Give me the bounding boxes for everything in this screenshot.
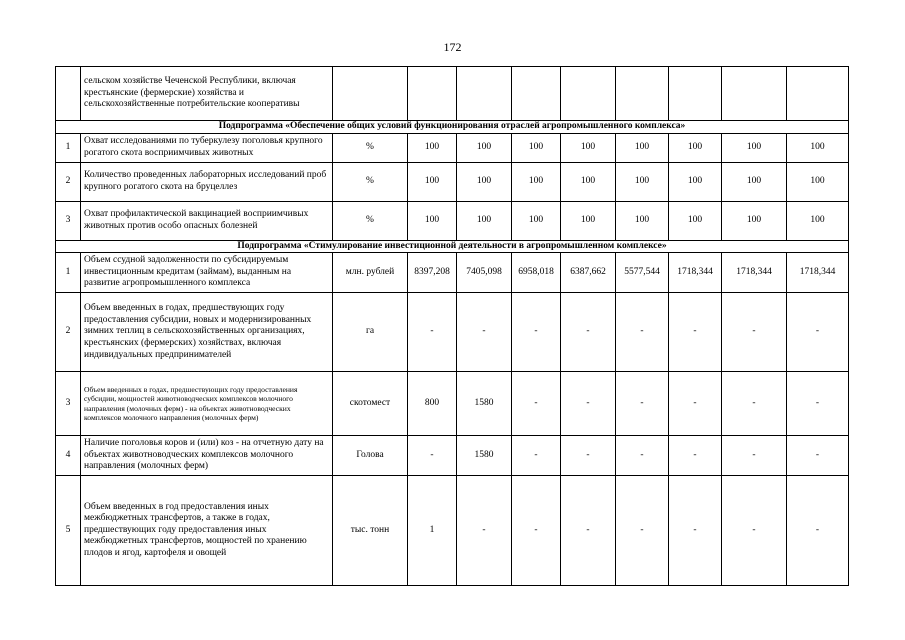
indicator-name: Количество проведенных лабораторных исследований проб крупного рогатого скота на бруцеллез (81, 162, 333, 201)
row-number: 3 (56, 372, 81, 436)
value-cell: - (722, 372, 787, 436)
value-cell: - (457, 476, 512, 586)
value-cell: 100 (787, 162, 849, 201)
unit-cell: скотомест (333, 372, 408, 436)
subprogram-header (56, 240, 849, 253)
indicator-name: сельском хозяйстве Чеченской Республики, включая крестьянские (фермерские) хозяйства и сельскохозяйственные потребительские кооперативы (81, 67, 333, 121)
value-cell: 100 (787, 201, 849, 240)
value-cell: - (561, 436, 616, 476)
value-cell: - (669, 293, 722, 372)
table-row (56, 476, 849, 586)
value-cell: 100 (457, 133, 512, 162)
value-cell: - (722, 436, 787, 476)
value-cell: 100 (512, 133, 561, 162)
row-number: 5 (56, 476, 81, 586)
value-cell: 100 (457, 201, 512, 240)
indicator-name: Объем введенных в годах, предшествующих году предоставления субсидии, мощностей животноводческих комплексов молочного направления (молочных ферм) - на объектах животноводческих комплексов молочного направления (молочных ферм) (81, 372, 333, 436)
value-cell: - (561, 476, 616, 586)
value-cell: - (616, 293, 669, 372)
value-cell: 100 (408, 133, 457, 162)
value-cell: 100 (561, 162, 616, 201)
table-row (56, 372, 849, 436)
value-cell: - (787, 293, 849, 372)
value-cell: 1718,344 (787, 253, 849, 293)
value-cell: 100 (722, 201, 787, 240)
indicator-name: Объем введенных в годах, предшествующих году предоставления субсидии, новых и модернизированных зимних теплиц в сельскохозяйственных организациях, крестьянских (фермерских) хозяйствах, включая индивидуальных предпринимателей (81, 293, 333, 372)
row-number: 1 (56, 133, 81, 162)
value-cell: - (512, 372, 561, 436)
row-number: 4 (56, 436, 81, 476)
indicator-name: Наличие поголовья коров и (или) коз - на отчетную дату на объектах животноводческих комплексов молочного направления (молочных ферм) (81, 436, 333, 476)
value-cell: 800 (408, 372, 457, 436)
table-row (56, 67, 849, 121)
value-cell: - (616, 372, 669, 436)
value-cell: 100 (722, 133, 787, 162)
value-cell: - (669, 372, 722, 436)
value-cell: 100 (561, 133, 616, 162)
value-cell: 7405,098 (457, 253, 512, 293)
value-cell: 1580 (457, 436, 512, 476)
value-cell: 100 (722, 162, 787, 201)
value-cell: - (669, 476, 722, 586)
page-number: 172 (443, 40, 462, 54)
row-number: 3 (56, 201, 81, 240)
value-cell: 1718,344 (669, 253, 722, 293)
value-cell: - (512, 476, 561, 586)
value-cell: 6958,018 (512, 253, 561, 293)
value-cell: - (787, 476, 849, 586)
value-cell: 100 (408, 201, 457, 240)
value-cell: 1718,344 (722, 253, 787, 293)
subprogram-header (56, 121, 849, 134)
row-number (56, 67, 81, 121)
subprogram-title: Подпрограмма «Стимулирование инвестиционной деятельности в агропромышленном комплексе» (56, 240, 849, 253)
table-row (56, 293, 849, 372)
value-cell: 100 (669, 162, 722, 201)
value-cell: 100 (561, 201, 616, 240)
value-cell: - (722, 476, 787, 586)
value-cell: 100 (512, 162, 561, 201)
subprogram-title: Подпрограмма «Обеспечение общих условий функционирования отраслей агропромышленного комплекса» (56, 121, 849, 134)
value-cell: - (561, 372, 616, 436)
indicator-name: Объем ссудной задолженности по субсидируемым инвестиционным кредитам (займам), выданным на развитие агропромышленного комплекса (81, 253, 333, 293)
row-number: 2 (56, 162, 81, 201)
value-cell: - (408, 436, 457, 476)
unit-cell: га (333, 293, 408, 372)
value-cell: 100 (616, 201, 669, 240)
table-row (56, 436, 849, 476)
value-cell: - (512, 293, 561, 372)
row-number: 1 (56, 253, 81, 293)
unit-cell: Голова (333, 436, 408, 476)
table-row (56, 201, 849, 240)
table-row (56, 162, 849, 201)
value-cell: 100 (616, 133, 669, 162)
value-cell: 100 (787, 133, 849, 162)
unit-cell: тыс. тонн (333, 476, 408, 586)
value-cell: 100 (457, 162, 512, 201)
indicator-name: Охват исследованиями по туберкулезу поголовья крупного рогатого скота восприимчивых животных (81, 133, 333, 162)
value-cell: - (561, 293, 616, 372)
value-cell: - (408, 293, 457, 372)
value-cell: 100 (616, 162, 669, 201)
unit-cell: % (333, 162, 408, 201)
row-number: 2 (56, 293, 81, 372)
value-cell: 100 (669, 133, 722, 162)
unit-cell: млн. рублей (333, 253, 408, 293)
indicator-name: Объем введенных в год предоставления иных межбюджетных трансфертов, а также в годах, предшествующих году предоставления иных межбюджетных трансфертов, мощностей по хранению плодов и ягод, картофеля и овощей (81, 476, 333, 586)
value-cell: - (787, 372, 849, 436)
value-cell: - (722, 293, 787, 372)
value-cell: - (512, 436, 561, 476)
value-cell: - (669, 436, 722, 476)
value-cell: - (616, 436, 669, 476)
value-cell: 1 (408, 476, 457, 586)
value-cell: - (457, 293, 512, 372)
table-row (56, 133, 849, 162)
value-cell: - (787, 436, 849, 476)
unit-cell: % (333, 133, 408, 162)
value-cell: 8397,208 (408, 253, 457, 293)
table-row (56, 253, 849, 293)
indicator-name: Охват профилактической вакцинацией восприимчивых животных против особо опасных болезней (81, 201, 333, 240)
value-cell: 6387,662 (561, 253, 616, 293)
unit-cell: % (333, 201, 408, 240)
value-cell: 100 (669, 201, 722, 240)
value-cell: - (616, 476, 669, 586)
value-cell: 100 (512, 201, 561, 240)
value-cell: 100 (408, 162, 457, 201)
value-cell: 1580 (457, 372, 512, 436)
value-cell: 5577,544 (616, 253, 669, 293)
indicators-table (55, 66, 849, 586)
